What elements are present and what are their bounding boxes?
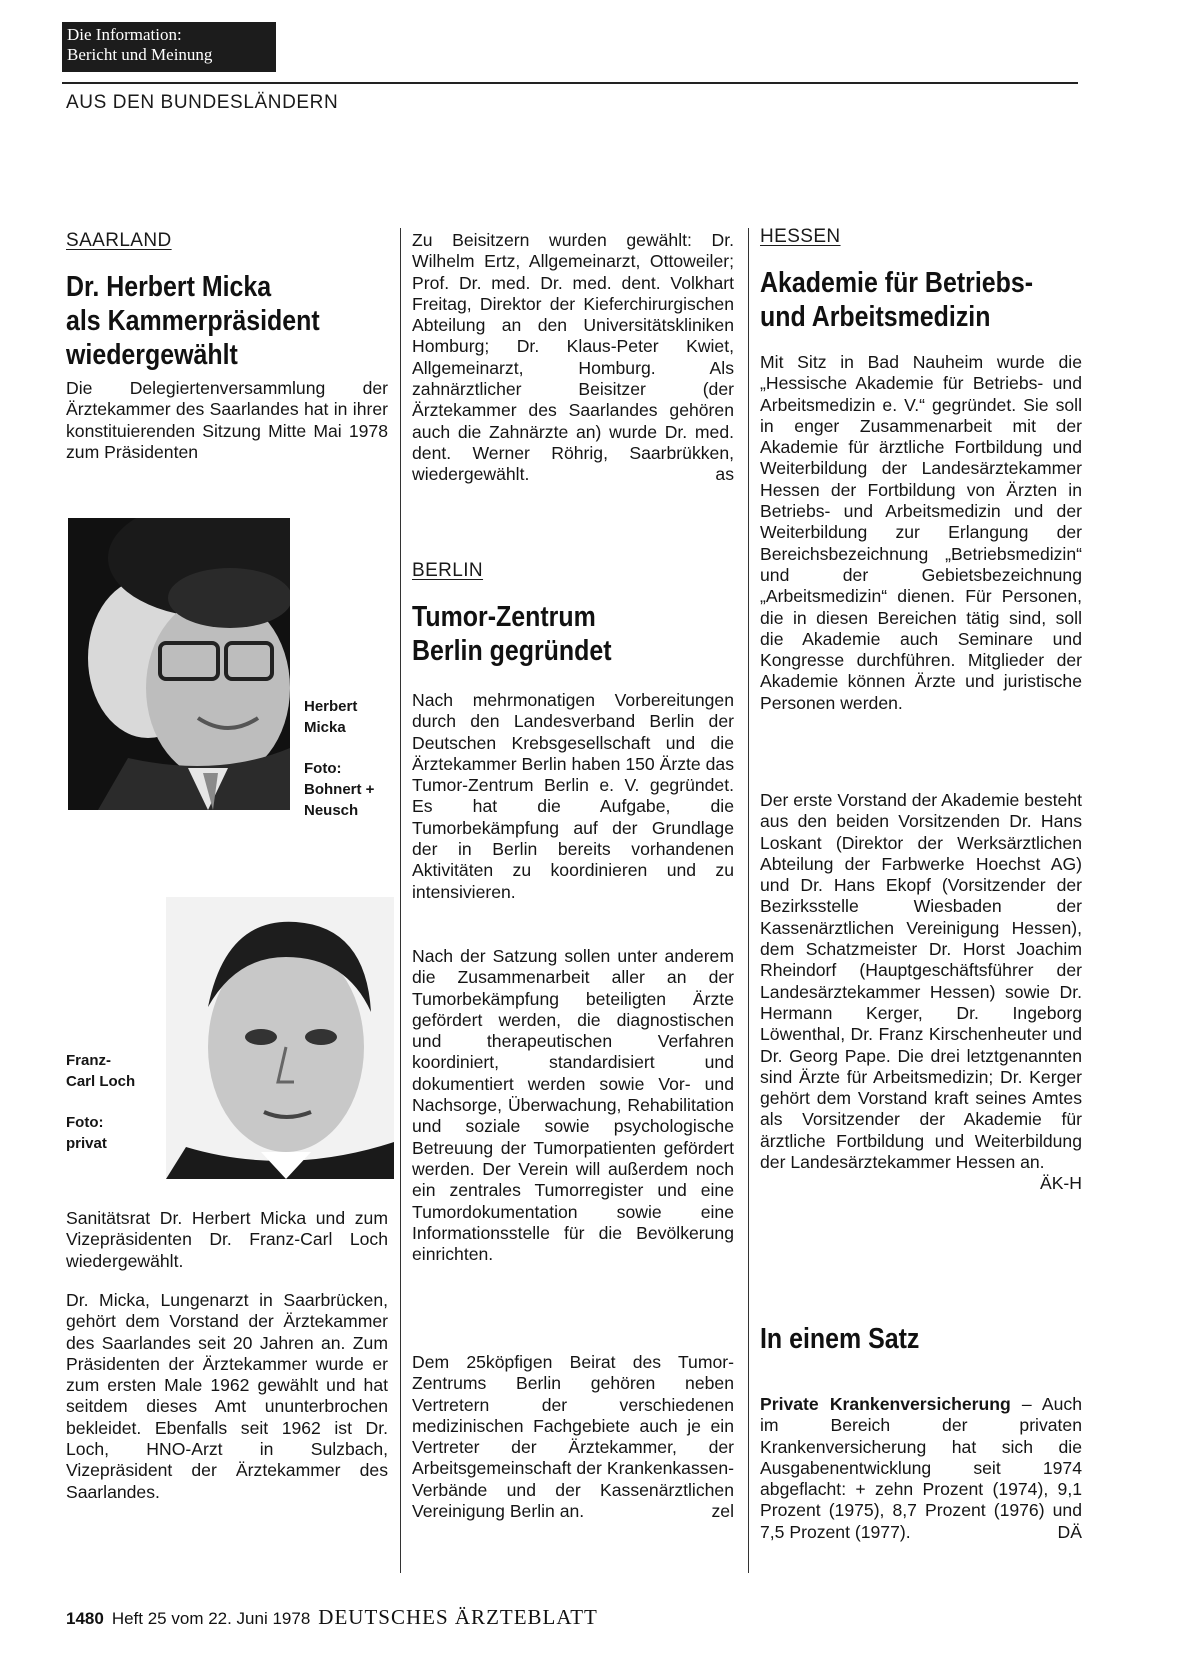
- paragraph-text: Der erste Vorstand der Akademie besteht aus den beiden Vorsitzenden Dr. Hans Loskant (Direktor der Werksärztlichen Abteilung der Farbwerke Hoechst AG) und Dr. Hans Ekopf (Vorsitzender der Bezirksstelle Wiesbaden der Kassenärztlichen Vereinigung Hessen), dem Schatzmeister Dr. Horst Joachim Rheindorf (Hauptgeschäftsführer der Landesärztekammer Hessen) sowie Dr. Hermann Kerger, Dr. Ingeborg Löwenthal, Dr. Franz Kirschenheuter und Dr. Georg Pape. Die drei letztgenannten sind Ärzte für Arbeitsmedizin; Dr. Kerger gehört dem Vorstand kraft seines Amtes als Vorsitzender der Akademie für ärztliche Fortbildung und Weiterbildung der Landesärztekammer Hessen an.: [760, 790, 1082, 1173]
- paragraph: Nach der Satzung sollen unter anderem die Zusammenarbeit aller an der Tumorbekämpfung beteiligten Ärzte gefördert werden, die diagnostischen und therapeutischen Verfahren koordiniert, standardisiert und dokumentiert werden sowie Vor- und Nachsorge, Überwachung, Rehabilitation und soziale sowie psychologische Betreuung der Tumorpatienten gefördert werden. Der Verein will außerdem noch ein zentrales Tumorregister und eine Tumordokumentation sowie eine Informationsstelle für die Bevölkerung einrichten.: [412, 946, 734, 1265]
- article-continuation: [412, 230, 734, 486]
- headline-line: Berlin gegründet: [412, 635, 612, 667]
- section-heading: AUS DEN BUNDESLÄNDERN: [66, 92, 339, 113]
- paragraph: [412, 230, 734, 486]
- headline-line: und Arbeitsmedizin: [760, 301, 991, 333]
- headline-line: Dr. Herbert Micka: [66, 271, 272, 303]
- news-dash: –: [1010, 1394, 1032, 1414]
- headline-micka: [66, 270, 396, 372]
- page-number: 1480: [66, 1609, 104, 1628]
- caption-credit: Foto:: [66, 1114, 104, 1131]
- photo1-caption: [304, 696, 394, 821]
- paragraph-wrap: [760, 790, 1082, 1195]
- headline-line: Tumor-Zentrum: [412, 601, 596, 633]
- short-news: [760, 1394, 1082, 1543]
- header-rule: [62, 82, 1078, 84]
- author-sign: ÄK-H: [1039, 1173, 1082, 1194]
- section-badge: [62, 22, 276, 72]
- headline-in-einem-satz: [760, 1322, 1082, 1356]
- issue-info: Heft 25 vom 22. Juni 1978: [111, 1609, 311, 1628]
- headline-line: Akademie für Betriebs-: [760, 267, 1034, 299]
- photo-herbert-micka: [68, 518, 290, 810]
- author-sign: DÄ: [1057, 1521, 1082, 1542]
- kicker-hessen: HESSEN: [760, 226, 841, 247]
- headline-tumor-zentrum: [412, 600, 734, 668]
- badge-line-2: Bericht und Meinung: [67, 45, 213, 64]
- author-sign: zel: [711, 1501, 734, 1522]
- caption-name: Carl Loch: [66, 1073, 136, 1090]
- headline-line: In einem Satz: [760, 1323, 920, 1355]
- kicker-saarland: SAARLAND: [66, 230, 172, 251]
- paragraph: Sanitätsrat Dr. Herbert Micka und zum Vizepräsidenten Dr. Franz-Carl Loch wiedergewählt.: [66, 1208, 388, 1271]
- magazine-name: DEUTSCHES ÄRZTEBLATT: [318, 1605, 598, 1629]
- page-footer: [66, 1605, 598, 1630]
- paragraph: Dr. Micka, Lungenarzt in Saarbrücken, gehört dem Vorstand der Ärztekammer des Saarlandes seit 20 Jahren an. Zum Präsidenten der Ärztekammer wurde er zum ersten Male 1962 gewählt und hat seitdem dieses Amt ununterbrochen bekleidet. Ebenfalls seit 1962 ist Dr. Loch, HNO-Arzt in Sulzbach, Vizepräsident der Ärztekammer des Saarlandes.: [66, 1290, 388, 1502]
- article-intro: Die Delegiertenversammlung der Ärztekammer des Saarlandes hat in ihrer konstituierenden Sitzung Mitte Mai 1978 zum Präsidenten: [66, 378, 388, 462]
- caption-credit: Neusch: [304, 802, 359, 819]
- paragraph-text: Zu Beisitzern wurden gewählt: Dr. Wilhelm Ertz, Allgemeinarzt, Ottoweiler; Prof. Dr. med. Dr. med. dent. Volkhart Freitag, Direktor der Kieferchirurgischen Abteilung an den Universitätskliniken Homburg; Dr. Klaus-Peter Kwiet, Allgemeinarzt, Homburg. Als zahnärztlicher Beisitzer (der Ärztekammer des Saarlandes gehören auch die Zahnärzte an) wurde Dr. med. dent. Werner Röhrig, Saarbrükken, wiedergewählt.: [412, 230, 734, 485]
- caption-name: Herbert: [304, 698, 358, 715]
- paragraph: [760, 1394, 1082, 1543]
- caption-credit: Bohnert +: [304, 781, 375, 798]
- photo2-caption: [66, 1050, 162, 1154]
- paragraph-text: Auch im Bereich der privaten Krankenversicherung hat sich die Ausgabenentwicklung seit 1974 abgeflacht: + zehn Prozent (1974), 9,1 Prozent (1975), 8,7 Prozent (1976) und 7,5 Prozent (1977).: [760, 1394, 1082, 1542]
- paragraph-wrap: [412, 1352, 734, 1522]
- headline-line: als Kammerpräsident: [66, 305, 320, 337]
- kicker-berlin: BERLIN: [412, 560, 484, 581]
- column-divider-2: [748, 228, 749, 1573]
- column-divider-1: [400, 228, 401, 1573]
- paragraph: Nach mehrmonatigen Vorbereitungen durch den Landesverband Berlin der Deutschen Krebsgesellschaft und die Ärztekammer Berlin haben 150 Ärzte das Tumor-Zentrum Berlin e. V. gegründet. Es hat die Aufgabe, die Tumorbekämpfung auf der Grundlage der in Berlin bereits vorhandenen Aktivitäten zu koordinieren und zu intensivieren.: [412, 690, 734, 902]
- caption-credit: Foto:: [304, 760, 342, 777]
- badge-line-1: Die Information:: [67, 25, 182, 44]
- caption-credit: privat: [66, 1135, 107, 1152]
- paragraph: [760, 790, 1082, 1194]
- caption-name: Micka: [304, 719, 346, 736]
- photo-franz-carl-loch: [166, 897, 394, 1179]
- paragraph: [412, 1352, 734, 1522]
- caption-name: Franz-: [66, 1052, 111, 1069]
- headline-akademie: [760, 266, 1082, 334]
- author-sign: as: [715, 464, 734, 485]
- paragraph: Mit Sitz in Bad Nauheim wurde die „Hessische Akademie für Betriebs- und Arbeitsmedizin e. V.“ gegründet. Sie soll in enger Zusammenarbeit mit der Akademie für ärztliche Fortbildung und Weiterbildung der Landesärztekammer Hessen der Fortbildung von Ärzten in Betriebs- und Arbeitsmedizin und der Weiterbildung zur Erlangung der Bereichsbezeichnung „Betriebsmedizin“ und der Gebietsbezeichnung „Arbeitsmedizin“ dienen. Für Personen, die in diesen Bereichen tätig sind, soll die Akademie auch Seminare und Kongresse durchführen. Mitglieder der Akademie können Ärzte und juristische Personen werden.: [760, 352, 1082, 713]
- news-lead: Private Krankenversicherung: [760, 1394, 1011, 1414]
- paragraph-text: Dem 25köpfigen Beirat des Tumor-Zentrums Berlin gehören neben Vertretern der verschiedenen medizinischen Fachgebiete auch je ein Vertreter der Ärztekammer, der Arbeitsgemeinschaft der Krankenkassen-Verbände und der Kassenärztlichen Vereinigung Berlin an.: [412, 1352, 734, 1522]
- headline-line: wiedergewählt: [66, 339, 238, 371]
